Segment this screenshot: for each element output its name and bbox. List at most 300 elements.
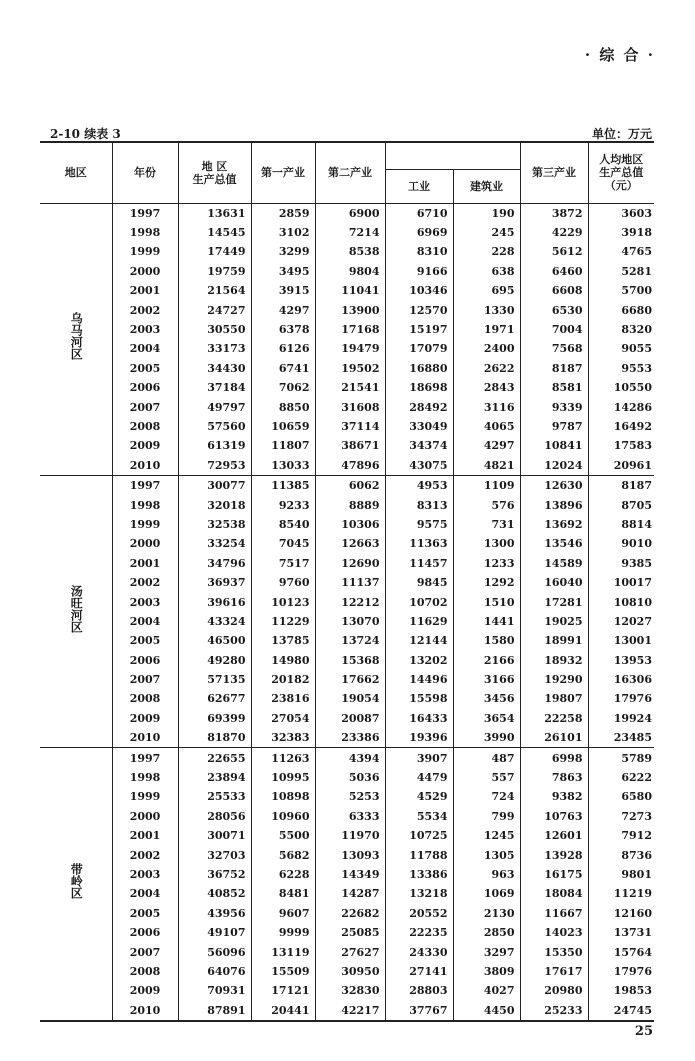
gdp-per-capita-cell: 6580 <box>621 790 652 804</box>
primary-industry-cell: 15509 <box>251 962 315 981</box>
primary-industry-cell: 11263 <box>251 748 315 768</box>
gdp-per-capita-cell: 5789 <box>588 748 654 768</box>
table-row <box>40 807 654 826</box>
table-row <box>40 281 654 300</box>
industry-cell: 13218 <box>385 884 453 903</box>
construction-cell: 576 <box>453 495 520 514</box>
table-row <box>40 515 654 534</box>
table-row <box>40 1001 654 1021</box>
secondary-industry-cell: 19502 <box>315 359 385 378</box>
year-cell: 2005 <box>112 631 178 650</box>
secondary-industry-cell: 9804 <box>315 262 385 281</box>
gdp-per-capita-cell: 3918 <box>621 226 652 240</box>
year-cell: 1997 <box>112 203 178 223</box>
gdp-per-capita-cell: 9553 <box>621 361 652 375</box>
primary-industry-cell: 5500 <box>251 826 315 845</box>
gdp-cell: 22655 <box>178 748 251 768</box>
gdp-per-capita-cell: 9010 <box>621 537 652 551</box>
tertiary-industry-cell: 25233 <box>520 1001 588 1021</box>
gdp-cell: 30550 <box>178 320 251 339</box>
primary-industry-cell: 10960 <box>251 807 315 826</box>
industry-cell: 11629 <box>385 612 453 631</box>
year-cell: 2007 <box>112 670 178 689</box>
industry-cell: 15598 <box>385 689 453 708</box>
tertiary-industry-cell: 9787 <box>520 417 588 436</box>
gdp-cell: 56096 <box>178 942 251 961</box>
industry-cell: 33049 <box>385 417 453 436</box>
page-number: 25 <box>634 1024 653 1039</box>
table-row <box>40 300 654 319</box>
construction-cell: 1245 <box>453 826 520 845</box>
primary-industry-cell: 7062 <box>251 378 315 397</box>
tertiary-industry-cell: 5612 <box>520 242 588 261</box>
year-cell: 2007 <box>112 397 178 416</box>
secondary-industry-cell: 11041 <box>315 281 385 300</box>
gdp-cell: 25533 <box>178 787 251 806</box>
construction-cell: 3990 <box>453 728 520 748</box>
secondary-industry-cell: 5036 <box>315 768 385 787</box>
gdp-per-capita-cell: 10017 <box>613 576 652 590</box>
secondary-industry-cell: 31608 <box>315 397 385 416</box>
gdp-cell: 62677 <box>178 689 251 708</box>
gdp-per-capita-cell: 17976 <box>613 692 652 706</box>
table-row <box>40 573 654 592</box>
gdp-per-capita-cell: 16492 <box>613 419 652 433</box>
gdp-cell: 61319 <box>178 436 251 455</box>
col-header-region: 地区 <box>40 142 112 203</box>
table-row <box>40 923 654 942</box>
secondary-industry-cell: 20087 <box>315 709 385 728</box>
secondary-industry-cell: 13724 <box>315 631 385 650</box>
construction-cell: 3116 <box>453 397 520 416</box>
secondary-industry-cell: 19054 <box>315 689 385 708</box>
secondary-industry-cell: 8538 <box>315 242 385 261</box>
industry-cell: 19396 <box>385 728 453 748</box>
gdp-cell: 14545 <box>178 223 251 242</box>
gdp-per-capita-cell: 23485 <box>613 731 652 745</box>
year-cell: 2007 <box>112 942 178 961</box>
secondary-industry-cell: 23386 <box>315 728 385 748</box>
col-header-blank <box>385 142 520 169</box>
year-cell: 2002 <box>112 845 178 864</box>
secondary-industry-cell: 30950 <box>315 962 385 981</box>
industry-cell: 16433 <box>385 709 453 728</box>
table-row <box>40 942 654 961</box>
year-cell: 1998 <box>112 495 178 514</box>
gdp-cell: 49107 <box>178 923 251 942</box>
year-cell: 2004 <box>112 884 178 903</box>
construction-cell: 2166 <box>453 650 520 669</box>
gdp-per-capita-cell: 12027 <box>613 614 652 628</box>
industry-cell: 4953 <box>385 475 453 495</box>
year-cell: 1997 <box>112 748 178 768</box>
gdp-per-capita-cell: 13953 <box>613 653 652 667</box>
table-row <box>40 962 654 981</box>
tertiary-industry-cell: 11667 <box>520 904 588 923</box>
secondary-industry-cell: 7214 <box>315 223 385 242</box>
table-row <box>40 456 654 476</box>
primary-industry-cell: 3299 <box>251 242 315 261</box>
table-row <box>40 904 654 923</box>
table-row <box>40 223 654 242</box>
primary-industry-cell: 11385 <box>251 475 315 495</box>
gdp-cell: 46500 <box>178 631 251 650</box>
construction-cell: 228 <box>453 242 520 261</box>
industry-cell: 13202 <box>385 650 453 669</box>
gdp-cell: 32538 <box>178 515 251 534</box>
table-row <box>40 631 654 650</box>
primary-industry-cell: 32383 <box>251 728 315 748</box>
year-cell: 2005 <box>112 359 178 378</box>
tertiary-industry-cell: 12630 <box>520 475 588 495</box>
construction-cell: 1305 <box>453 845 520 864</box>
industry-cell: 4529 <box>385 787 453 806</box>
secondary-industry-cell: 12690 <box>315 554 385 573</box>
secondary-industry-cell: 6062 <box>315 475 385 495</box>
industry-cell: 12570 <box>385 300 453 319</box>
primary-industry-cell: 7045 <box>251 534 315 553</box>
construction-cell: 4065 <box>453 417 520 436</box>
table-id: 2-10 续表 3 <box>50 127 121 141</box>
col-header-secondary: 第二产业 <box>315 142 385 203</box>
construction-cell: 3654 <box>453 709 520 728</box>
tertiary-industry-cell: 18084 <box>520 884 588 903</box>
tertiary-industry-cell: 13546 <box>520 534 588 553</box>
region-cell <box>40 475 112 747</box>
tertiary-industry-cell: 14023 <box>520 923 588 942</box>
year-cell: 2008 <box>112 689 178 708</box>
primary-industry-cell: 10995 <box>251 768 315 787</box>
industry-cell: 22235 <box>385 923 453 942</box>
gdp-cell: 72953 <box>178 456 251 476</box>
gdp-cell: 49280 <box>178 650 251 669</box>
table-row <box>40 981 654 1000</box>
construction-cell: 638 <box>453 262 520 281</box>
primary-industry-cell: 9607 <box>251 904 315 923</box>
table-row <box>40 845 654 864</box>
gdp-cell: 30077 <box>178 475 251 495</box>
gdp-per-capita-cell: 19853 <box>613 984 652 998</box>
construction-cell: 4450 <box>453 1001 520 1021</box>
gdp-per-capita-cell: 8320 <box>621 323 652 337</box>
construction-cell: 799 <box>453 807 520 826</box>
construction-cell: 3456 <box>453 689 520 708</box>
gdp-per-capita-cell: 7273 <box>621 809 652 823</box>
primary-industry-cell: 20182 <box>251 670 315 689</box>
year-cell: 2004 <box>112 339 178 358</box>
gdp-per-capita-cell: 4765 <box>621 245 652 259</box>
year-cell: 2006 <box>112 923 178 942</box>
primary-industry-cell: 9233 <box>251 495 315 514</box>
tertiary-industry-cell: 18932 <box>520 650 588 669</box>
industry-cell: 14496 <box>385 670 453 689</box>
gdp-cell: 43324 <box>178 612 251 631</box>
primary-industry-cell: 13785 <box>251 631 315 650</box>
gdp-per-capita-cell: 17976 <box>613 964 652 978</box>
region-cell <box>40 203 112 475</box>
gdp-per-capita-cell: 20961 <box>613 458 652 472</box>
gdp-cell: 64076 <box>178 962 251 981</box>
tertiary-industry-cell: 13896 <box>520 495 588 514</box>
secondary-industry-cell: 15368 <box>315 650 385 669</box>
construction-cell: 2622 <box>453 359 520 378</box>
region-cell <box>40 748 112 1021</box>
year-cell: 2004 <box>112 612 178 631</box>
tertiary-industry-cell: 19807 <box>520 689 588 708</box>
year-cell: 2008 <box>112 417 178 436</box>
table-row <box>40 728 654 748</box>
year-cell: 2010 <box>112 1001 178 1021</box>
year-cell: 2001 <box>112 554 178 573</box>
industry-cell: 16880 <box>385 359 453 378</box>
primary-industry-cell: 20441 <box>251 1001 315 1021</box>
industry-cell: 6969 <box>385 223 453 242</box>
col-header-gdp: 地 区 生产总值 <box>178 142 251 203</box>
industry-cell: 3907 <box>385 748 453 768</box>
year-cell: 2009 <box>112 981 178 1000</box>
construction-cell: 2400 <box>453 339 520 358</box>
secondary-industry-cell: 22682 <box>315 904 385 923</box>
industry-cell: 5534 <box>385 807 453 826</box>
secondary-industry-cell: 6333 <box>315 807 385 826</box>
primary-industry-cell: 11807 <box>251 436 315 455</box>
table-row <box>40 475 654 495</box>
table-row <box>40 787 654 806</box>
tertiary-industry-cell: 3872 <box>520 203 588 223</box>
industry-cell: 28492 <box>385 397 453 416</box>
gdp-cell: 34796 <box>178 554 251 573</box>
industry-cell: 15197 <box>385 320 453 339</box>
year-cell: 1999 <box>112 515 178 534</box>
tertiary-industry-cell: 18991 <box>520 631 588 650</box>
gdp-cell: 32018 <box>178 495 251 514</box>
secondary-industry-cell: 42217 <box>315 1001 385 1021</box>
table-row <box>40 612 654 631</box>
col-header-tertiary: 第三产业 <box>520 142 588 203</box>
construction-cell: 4297 <box>453 436 520 455</box>
year-cell: 2008 <box>112 962 178 981</box>
secondary-industry-cell: 4394 <box>315 748 385 768</box>
industry-cell: 43075 <box>385 456 453 476</box>
col-header-year: 年份 <box>112 142 178 203</box>
tertiary-industry-cell: 16040 <box>520 573 588 592</box>
gdp-per-capita-cell: 3603 <box>588 203 654 223</box>
tertiary-industry-cell: 6460 <box>520 262 588 281</box>
secondary-industry-cell: 17168 <box>315 320 385 339</box>
secondary-industry-cell: 6900 <box>315 203 385 223</box>
gdp-per-capita-cell: 11219 <box>613 887 652 901</box>
gdp-cell: 28056 <box>178 807 251 826</box>
secondary-industry-cell: 21541 <box>315 378 385 397</box>
gdp-cell: 13631 <box>178 203 251 223</box>
gdp-cell: 69399 <box>178 709 251 728</box>
gdp-cell: 33254 <box>178 534 251 553</box>
primary-industry-cell: 8850 <box>251 397 315 416</box>
primary-industry-cell: 23816 <box>251 689 315 708</box>
tertiary-industry-cell: 22258 <box>520 709 588 728</box>
primary-industry-cell: 9760 <box>251 573 315 592</box>
industry-cell: 11457 <box>385 554 453 573</box>
gdp-per-capita-cell: 12160 <box>613 906 652 920</box>
secondary-industry-cell: 8889 <box>315 495 385 514</box>
table-row <box>40 865 654 884</box>
primary-industry-cell: 27054 <box>251 709 315 728</box>
tertiary-industry-cell: 19290 <box>520 670 588 689</box>
primary-industry-cell: 6228 <box>251 865 315 884</box>
table-row <box>40 378 654 397</box>
tertiary-industry-cell: 6608 <box>520 281 588 300</box>
construction-cell: 963 <box>453 865 520 884</box>
industry-cell: 12144 <box>385 631 453 650</box>
construction-cell: 3166 <box>453 670 520 689</box>
year-cell: 2000 <box>112 807 178 826</box>
secondary-industry-cell: 27627 <box>315 942 385 961</box>
gdp-cell: 36752 <box>178 865 251 884</box>
year-cell: 1999 <box>112 787 178 806</box>
table-body <box>40 203 654 1021</box>
gdp-per-capita-cell: 24745 <box>613 1003 652 1017</box>
secondary-industry-cell: 12663 <box>315 534 385 553</box>
construction-cell: 2843 <box>453 378 520 397</box>
secondary-industry-cell: 5253 <box>315 787 385 806</box>
tertiary-industry-cell: 6998 <box>520 748 588 768</box>
industry-cell: 10702 <box>385 592 453 611</box>
primary-industry-cell: 6126 <box>251 339 315 358</box>
tertiary-industry-cell: 13928 <box>520 845 588 864</box>
year-cell: 2002 <box>112 300 178 319</box>
secondary-industry-cell: 10306 <box>315 515 385 534</box>
primary-industry-cell: 10898 <box>251 787 315 806</box>
construction-cell: 4821 <box>453 456 520 476</box>
construction-cell: 1233 <box>453 554 520 573</box>
gdp-cell: 49797 <box>178 397 251 416</box>
statistics-table <box>40 141 654 1022</box>
table-row <box>40 748 654 768</box>
secondary-industry-cell: 47896 <box>315 456 385 476</box>
industry-cell: 27141 <box>385 962 453 981</box>
year-cell: 2009 <box>112 436 178 455</box>
gdp-cell: 40852 <box>178 884 251 903</box>
construction-cell: 245 <box>453 223 520 242</box>
col-header-primary: 第一产业 <box>251 142 315 203</box>
industry-cell: 11363 <box>385 534 453 553</box>
secondary-industry-cell: 32830 <box>315 981 385 1000</box>
gdp-per-capita-cell: 15764 <box>613 945 652 959</box>
gdp-per-capita-cell: 8187 <box>588 475 654 495</box>
tertiary-industry-cell: 12601 <box>520 826 588 845</box>
tertiary-industry-cell: 4229 <box>520 223 588 242</box>
gdp-cell: 70931 <box>178 981 251 1000</box>
gdp-cell: 43956 <box>178 904 251 923</box>
construction-cell: 724 <box>453 787 520 806</box>
tertiary-industry-cell: 7004 <box>520 320 588 339</box>
primary-industry-cell: 3915 <box>251 281 315 300</box>
secondary-industry-cell: 11970 <box>315 826 385 845</box>
industry-cell: 8310 <box>385 242 453 261</box>
table-row <box>40 242 654 261</box>
year-cell: 1997 <box>112 475 178 495</box>
gdp-per-capita-cell: 9801 <box>621 867 652 881</box>
table-row <box>40 709 654 728</box>
gdp-per-capita-cell: 6222 <box>621 771 652 785</box>
year-cell: 2003 <box>112 592 178 611</box>
construction-cell: 3297 <box>453 942 520 961</box>
primary-industry-cell: 13033 <box>251 456 315 476</box>
primary-industry-cell: 9999 <box>251 923 315 942</box>
tertiary-industry-cell: 6530 <box>520 300 588 319</box>
tertiary-industry-cell: 9382 <box>520 787 588 806</box>
primary-industry-cell: 6741 <box>251 359 315 378</box>
gdp-per-capita-cell: 17583 <box>613 439 652 453</box>
table-row <box>40 592 654 611</box>
gdp-per-capita-cell: 13001 <box>613 634 652 648</box>
year-cell: 2006 <box>112 378 178 397</box>
tertiary-industry-cell: 7863 <box>520 768 588 787</box>
region-label: 乌马河区 <box>69 312 84 361</box>
gdp-per-capita-cell: 7912 <box>621 829 652 843</box>
primary-industry-cell: 7517 <box>251 554 315 573</box>
industry-cell: 13386 <box>385 865 453 884</box>
primary-industry-cell: 11229 <box>251 612 315 631</box>
construction-cell: 487 <box>453 748 520 768</box>
table-row <box>40 397 654 416</box>
construction-cell: 1330 <box>453 300 520 319</box>
table-row <box>40 339 654 358</box>
construction-cell: 3809 <box>453 962 520 981</box>
secondary-industry-cell: 25085 <box>315 923 385 942</box>
gdp-cell: 81870 <box>178 728 251 748</box>
gdp-cell: 19759 <box>178 262 251 281</box>
year-cell: 1999 <box>112 242 178 261</box>
tertiary-industry-cell: 16175 <box>520 865 588 884</box>
tertiary-industry-cell: 7568 <box>520 339 588 358</box>
construction-cell: 1580 <box>453 631 520 650</box>
gdp-cell: 21564 <box>178 281 251 300</box>
gdp-cell: 57135 <box>178 670 251 689</box>
running-head: · 综 合 · <box>584 46 655 64</box>
year-cell: 2000 <box>112 262 178 281</box>
region-label: 汤旺河区 <box>69 584 84 633</box>
industry-cell: 8313 <box>385 495 453 514</box>
gdp-per-capita-cell: 8705 <box>621 498 652 512</box>
year-cell: 2003 <box>112 865 178 884</box>
year-cell: 1998 <box>112 768 178 787</box>
table-row <box>40 436 654 455</box>
year-cell: 2009 <box>112 709 178 728</box>
year-cell: 2001 <box>112 826 178 845</box>
year-cell: 2006 <box>112 650 178 669</box>
construction-cell: 1971 <box>453 320 520 339</box>
industry-cell: 9575 <box>385 515 453 534</box>
construction-cell: 1441 <box>453 612 520 631</box>
table-row <box>40 689 654 708</box>
secondary-industry-cell: 12212 <box>315 592 385 611</box>
secondary-industry-cell: 13900 <box>315 300 385 319</box>
year-cell: 2003 <box>112 320 178 339</box>
primary-industry-cell: 14980 <box>251 650 315 669</box>
secondary-industry-cell: 19479 <box>315 339 385 358</box>
col-header-construction: 建筑业 <box>453 169 520 203</box>
construction-cell: 2850 <box>453 923 520 942</box>
year-cell: 2010 <box>112 728 178 748</box>
industry-cell: 28803 <box>385 981 453 1000</box>
gdp-per-capita-cell: 8814 <box>621 517 652 531</box>
gdp-cell: 33173 <box>178 339 251 358</box>
industry-cell: 4479 <box>385 768 453 787</box>
gdp-per-capita-cell: 8736 <box>621 848 652 862</box>
primary-industry-cell: 13119 <box>251 942 315 961</box>
tertiary-industry-cell: 10763 <box>520 807 588 826</box>
